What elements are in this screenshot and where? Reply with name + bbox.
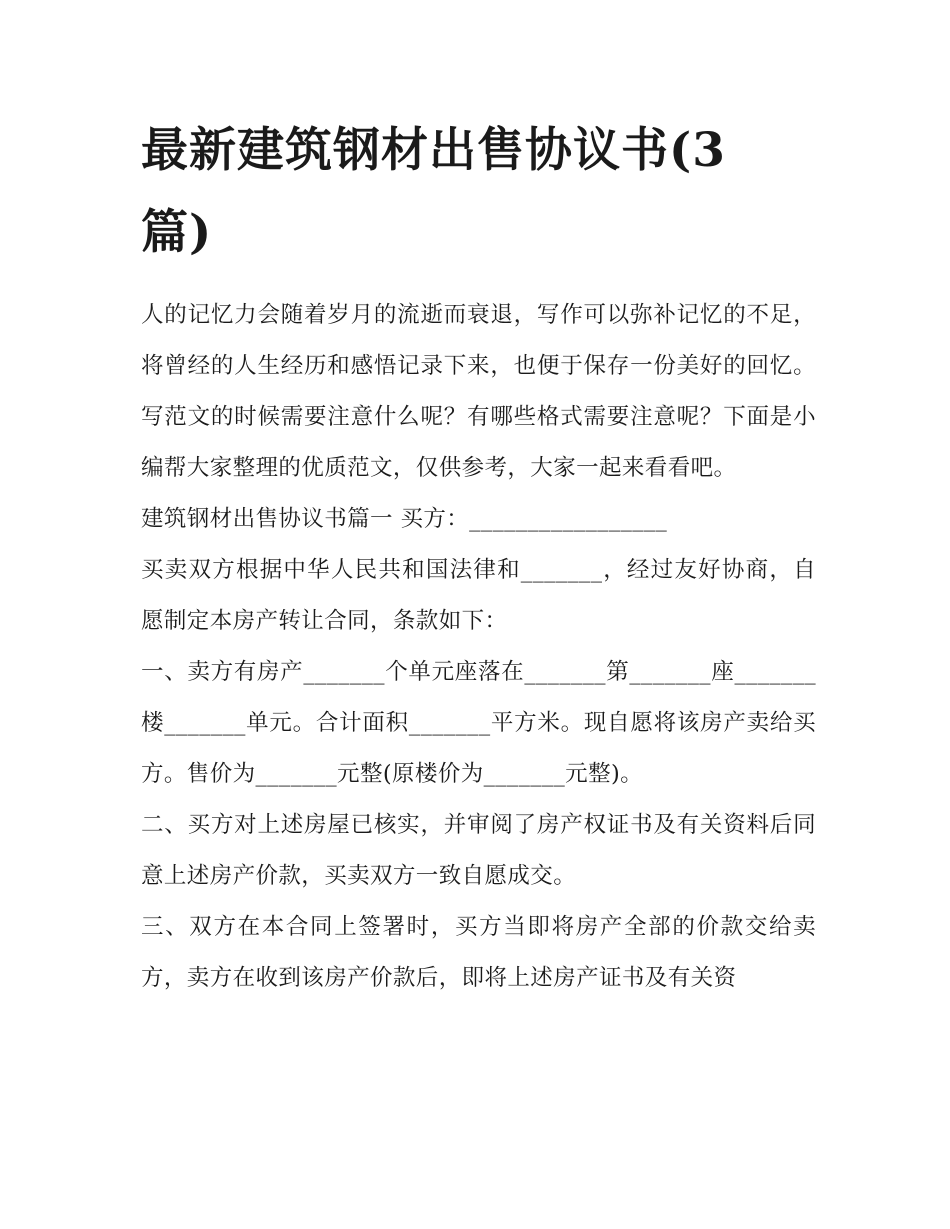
- clause-two: 二、买方对上述房屋已核实，并审阅了房产权证书及有关资料后同意上述房产价款，买卖双方一致自愿成交。: [141, 812, 816, 889]
- intro-paragraph: 人的记忆力会随着岁月的流逝而衰退，写作可以弥补记忆的不足，将曾经的人生经历和感悟记录下来，也便于保存一份美好的回忆。写范文的时候需要注意什么呢？有哪些格式需要注意呢？下面是小编帮大家整理的优质范文，仅供参考，大家一起来看看吧。: [141, 302, 816, 481]
- clause-one: 一、卖方有房产_______个单元座落在_______第_______座_______楼_______单元。合计面积_______平方米。现自愿将该房产卖给买方。售价为_______元整(原楼价为_______元整)。: [141, 659, 816, 787]
- document-title: 最新建筑钢材出售协议书(3篇): [141, 123, 726, 260]
- clause-three: 三、双方在本合同上签署时，买方当即将房产全部的价款交给卖方，卖方在收到该房产价款后，即将上述房产证书及有关资: [141, 914, 816, 991]
- contract-preamble: 买卖双方根据中华人民共和国法律和_______，经过友好协商，自愿制定本房产转让合同，条款如下：: [141, 557, 816, 634]
- section-heading-buyer: 建筑钢材出售协议书篇一 买方：_________________: [141, 506, 668, 532]
- document-page: [141, 110, 816, 1004]
